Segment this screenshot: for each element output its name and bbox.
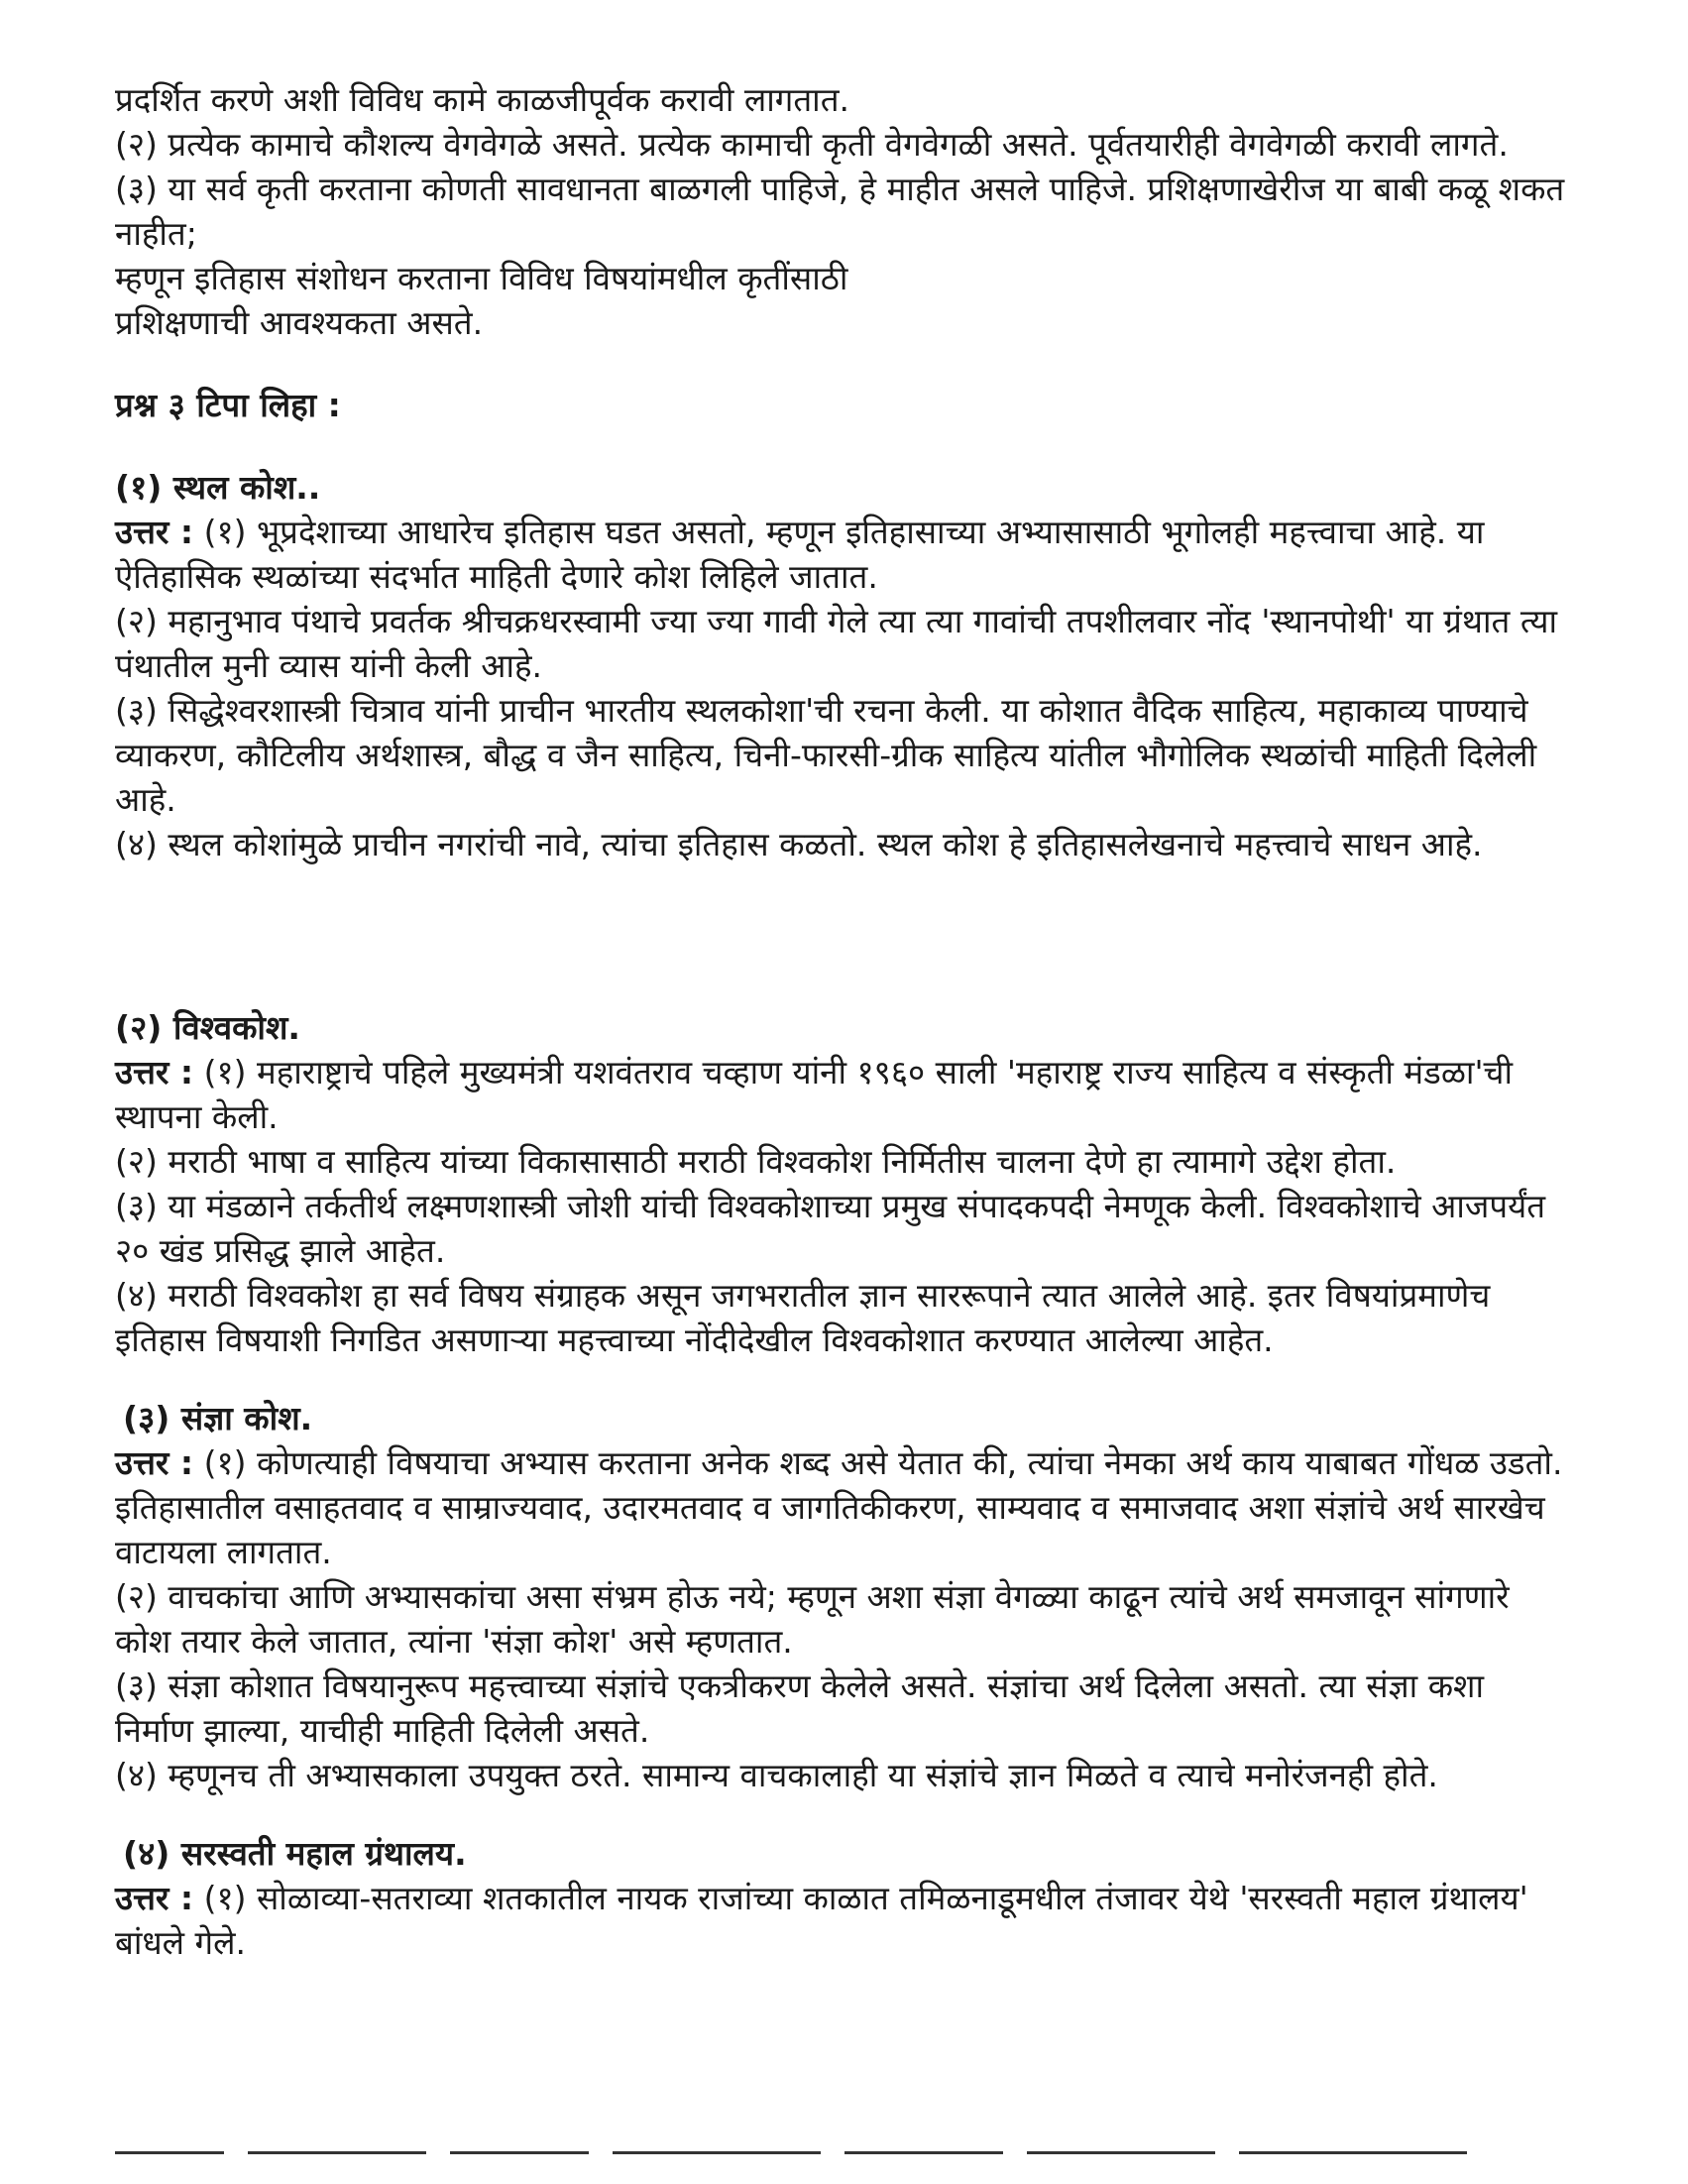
section-saraswati-mahal bbox=[115, 1831, 1569, 1965]
point-text: (४) स्थल कोशांमुळे प्राचीन नगरांची नावे, त्यांचा इतिहास कळतो. स्थल कोश हे इतिहासलेखनाचे महत्त्वाचे साधन आहे. bbox=[115, 825, 1483, 863]
point-text: (१) भूप्रदेशाच्या आधारेच इतिहास घडत असतो, म्हणून इतिहासाच्या अभ्यासासाठी भूगोलही महत्त्वाचा आहे. या ऐतिहासिक स्थळांच्या संदर्भात माहिती देणारे कोश लिहिले जातात. bbox=[115, 513, 1485, 596]
answer-first-point bbox=[115, 1440, 1569, 1574]
section-heading: (२) विश्वकोश. bbox=[115, 1008, 300, 1047]
answer-label: उत्तर : bbox=[115, 513, 194, 551]
section-vishwakosh bbox=[115, 1005, 1569, 1362]
answer-label: उत्तर : bbox=[115, 1443, 194, 1482]
section-heading: (४) सरस्वती महाल ग्रंथालय. bbox=[123, 1834, 467, 1873]
point-text: (२) वाचकांचा आणि अभ्यासकांचा असा संभ्रम होऊ नये; म्हणून अशा संज्ञा वेगळ्या काढून त्यांचे अर्थ समजावून सांगणारे कोश तयार केले जातात, त्यांना 'संज्ञा कोश' असे म्हणतात. bbox=[115, 1577, 1510, 1661]
section-sandnya-kosh bbox=[115, 1396, 1569, 1797]
intro-block bbox=[115, 77, 1569, 345]
point-text: (२) मराठी भाषा व साहित्य यांच्या विकासासाठी मराठी विश्वकोश निर्मितीस चालना देणे हा त्यामागे उद्देश होता. bbox=[115, 1142, 1397, 1181]
point-text: (३) संज्ञा कोशात विषयानुरूप महत्त्वाच्या संज्ञांचे एकत्रीकरण केलेले असते. संज्ञांचा अर्थ दिलेला असतो. त्या संज्ञा कशा निर्माण झाल्या, याचीही माहिती दिलेली असते. bbox=[115, 1667, 1485, 1750]
intro-line: प्रदर्शित करणे अशी विविध कामे काळजीपूर्वक करावी लागतात. bbox=[115, 80, 850, 119]
point-text: (१) सोळाव्या-सतराव्या शतकातील नायक राजांच्या काळात तमिळनाडूमधील तंजावर येथे 'सरस्वती महाल ग्रंथालय' बांधले गेले. bbox=[115, 1879, 1528, 1962]
section-heading: (३) संज्ञा कोश. bbox=[123, 1399, 313, 1437]
point-text: (३) या मंडळाने तर्कतीर्थ लक्ष्मणशास्त्री जोशी यांची विश्वकोशाच्या प्रमुख संपादकपदी नेमणूक केली. विश्वकोशाचे आजपर्यंत २० खंड प्रसिद्ध झाले आहेत. bbox=[115, 1187, 1546, 1270]
answer-label: उत्तर : bbox=[115, 1879, 194, 1917]
intro-line: (३) या सर्व कृती करताना कोणती सावधानता बाळगली पाहिजे, हे माहीत असले पाहिजे. प्रशिक्षणाखेरीज या बाबी कळू शकत नाहीत; bbox=[115, 170, 1565, 253]
point-text: (४) म्हणूनच ती अभ्यासकाला उपयुक्त ठरते. सामान्य वाचकालाही या संज्ञांचे ज्ञान मिळते व त्याचे मनोरंजनही होते. bbox=[115, 1756, 1438, 1794]
cutoff-text-line bbox=[115, 2139, 1562, 2159]
point-text: (२) महानुभाव पंथाचे प्रवर्तक श्रीचक्रधरस्वामी ज्या ज्या गावी गेले त्या त्या गावांची तपशीलवार नोंद 'स्थानपोथी' या ग्रंथात त्या पंथातील मुनी व्यास यांनी केली आहे. bbox=[115, 602, 1558, 685]
intro-line: (२) प्रत्येक कामाचे कौशल्य वेगवेगळे असते. प्रत्येक कामाची कृती वेगवेगळी असते. पूर्वतयारीही वेगवेगळी करावी लागते. bbox=[115, 125, 1509, 164]
point-text: (४) मराठी विश्वकोश हा सर्व विषय संग्राहक असून जगभरातील ज्ञान साररूपाने त्यात आलेले आहे. इतर विषयांप्रमाणेच इतिहास विषयाशी निगडित असणाऱ्या महत्त्वाच्या नोंदीदेखील विश्वकोशात करण्यात आलेल्या आहेत. bbox=[115, 1276, 1491, 1359]
answer-first-point bbox=[115, 510, 1569, 599]
section-sthal-kosh bbox=[115, 465, 1569, 866]
section-heading: (१) स्थल कोश.. bbox=[115, 468, 321, 507]
answer-label: उत्तर : bbox=[115, 1053, 194, 1092]
intro-line: म्हणून इतिहास संशोधन करताना विविध विषयांमधील कृतींसाठी bbox=[115, 259, 848, 297]
question-heading: प्रश्न ३ टिपा लिहा : bbox=[115, 386, 341, 424]
point-text: (३) सिद्धेश्वरशास्त्री चित्राव यांनी प्राचीन भारतीय स्थलकोशा'ची रचना केली. या कोशात वैदिक साहित्य, महाकाव्य पाण्याचे व्याकरण, कौटिलीय अर्थशास्त्र, बौद्ध व जैन साहित्य, चिनी-फारसी-ग्रीक साहित्य यांतील भौगोलिक स्थळांची माहिती दिलेली आहे. bbox=[115, 691, 1537, 819]
point-text: (१) महाराष्ट्राचे पहिले मुख्यमंत्री यशवंतराव चव्हाण यांनी १९६० साली 'महाराष्ट्र राज्य साहित्य व संस्कृती मंडळा'ची स्थापना केली. bbox=[115, 1053, 1514, 1136]
answer-first-point bbox=[115, 1050, 1569, 1139]
intro-line: प्रशिक्षणाची आवश्यकता असते. bbox=[115, 303, 484, 342]
answer-first-point bbox=[115, 1876, 1569, 1965]
point-text: (१) कोणत्याही विषयाचा अभ्यास करताना अनेक शब्द असे येतात की, त्यांचा नेमका अर्थ काय याबाबत गोंधळ उडतो. इतिहासातील वसाहतवाद व साम्राज्यवाद, उदारमतवाद व जागतिकीकरण, साम्यवाद व समाजवाद अशा संज्ञांचे अर्थ सारखेच वाटायला लागतात. bbox=[115, 1443, 1563, 1571]
